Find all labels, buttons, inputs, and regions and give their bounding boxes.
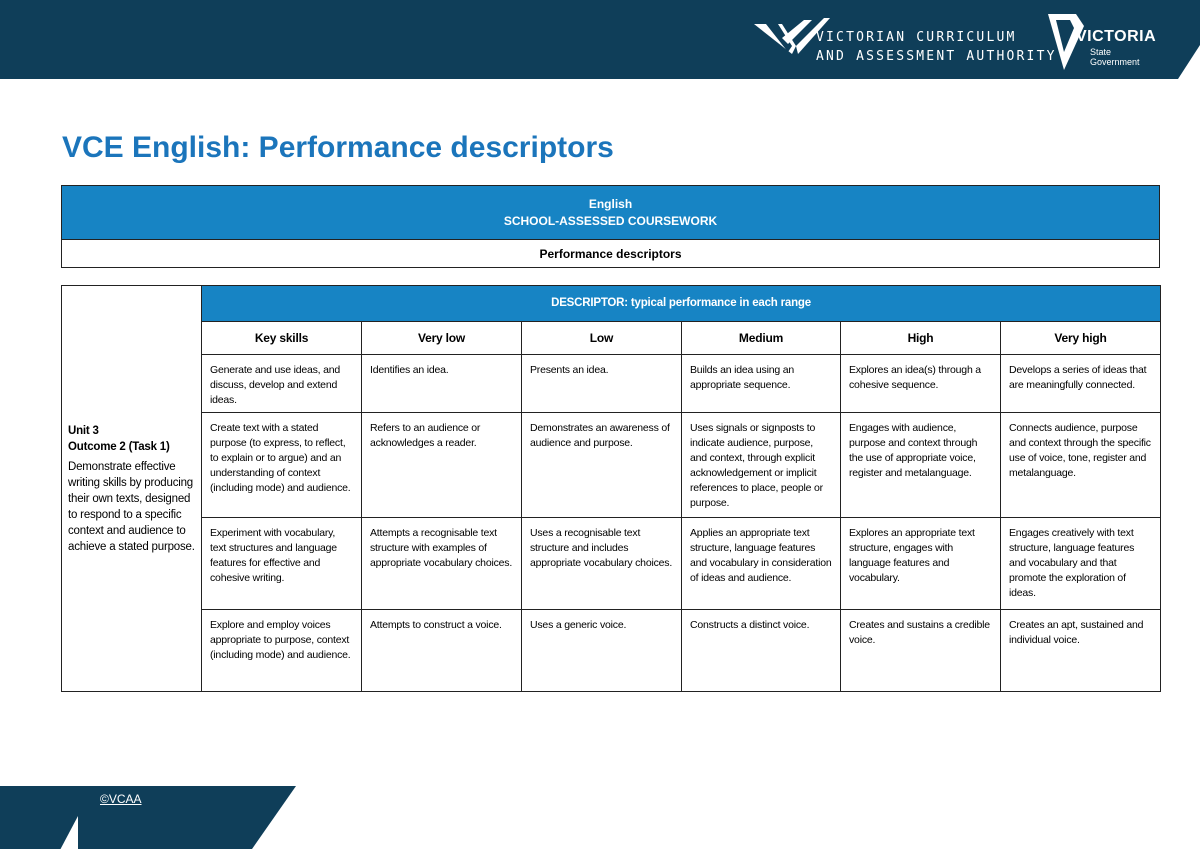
- footer-band: [0, 786, 296, 849]
- unit-outcome-cell: [62, 286, 202, 692]
- very-high-cell: Develops a series of ideas that are meaningfully connected.: [1001, 355, 1161, 413]
- coursework-label: SCHOOL-ASSESSED COURSEWORK: [503, 213, 718, 228]
- vcaa-name-line2: AND ASSESSMENT AUTHORITY: [816, 49, 1057, 64]
- low-cell: Demonstrates an awareness of audience and purpose.: [522, 413, 682, 518]
- page-title: VCE English: Performance descriptors: [62, 131, 614, 164]
- very-high-cell: Creates an apt, sustained and individual voice.: [1001, 610, 1161, 692]
- table-row: [62, 413, 1161, 518]
- footer-slash-decoration: [60, 816, 78, 849]
- rubric-table: [61, 285, 1161, 692]
- key-skill-cell: Generate and use ideas, and discuss, develop and extend ideas.: [202, 355, 362, 413]
- low-cell: Uses a generic voice.: [522, 610, 682, 692]
- footer: [0, 786, 1200, 849]
- corner-notch: [1178, 45, 1200, 79]
- medium-cell: Constructs a distinct voice.: [682, 610, 841, 692]
- top-banner: [0, 0, 1200, 79]
- victoria-wordmark: VICTORIA: [1076, 28, 1157, 45]
- column-header-low: Low: [522, 322, 682, 355]
- column-header-medium: Medium: [682, 322, 841, 355]
- state-government-label: [1090, 47, 1140, 67]
- column-header-very-high: Very high: [1001, 322, 1161, 355]
- table-row: [62, 518, 1161, 610]
- key-skill-cell: Create text with a stated purpose (to express, to reflect, to explain or to argue) and an understanding of context (including mode) and audience.: [202, 413, 362, 518]
- medium-cell: Applies an appropriate text structure, language features and vocabulary in consideration of ideas and audience.: [682, 518, 841, 610]
- outcome-label: Outcome 2 (Task 1): [68, 440, 170, 453]
- column-header-high: High: [841, 322, 1001, 355]
- key-skill-cell: Explore and employ voices appropriate to purpose, context (including mode) and audience.: [202, 610, 362, 692]
- descriptor-heading-row: [62, 286, 1161, 322]
- very-low-cell: Identifies an idea.: [362, 355, 522, 413]
- low-cell: Presents an idea.: [522, 355, 682, 413]
- descriptor-heading: DESCRIPTOR: typical performance in each range: [202, 286, 1161, 322]
- table-row: [62, 610, 1161, 692]
- high-cell: Explores an idea(s) through a cohesive sequence.: [841, 355, 1001, 413]
- very-high-cell: Connects audience, purpose and context through the specific use of voice, tone, register and metalanguage.: [1001, 413, 1161, 518]
- medium-cell: Uses signals or signposts to indicate audience, purpose, and context, through explicit acknowledgement or implicit references to place, people or purpose.: [682, 413, 841, 518]
- state-label: State: [1090, 47, 1112, 57]
- coursework-header-table: [61, 185, 1160, 268]
- very-low-cell: Refers to an audience or acknowledges a reader.: [362, 413, 522, 518]
- low-cell: Uses a recognisable text structure and includes appropriate vocabulary choices.: [522, 518, 682, 610]
- table-row: [62, 355, 1161, 413]
- copyright-link[interactable]: ©VCAA: [100, 792, 142, 806]
- column-header-very-low: Very low: [362, 322, 522, 355]
- very-low-cell: Attempts a recognisable text structure with examples of appropriate vocabulary choices.: [362, 518, 522, 610]
- column-header-key-skills: Key skills: [202, 322, 362, 355]
- high-cell: Explores an appropriate text structure, engages with language features and vocabulary.: [841, 518, 1001, 610]
- subject-label: English: [588, 196, 633, 211]
- medium-cell: Builds an idea using an appropriate sequence.: [682, 355, 841, 413]
- performance-descriptors-label: Performance descriptors: [62, 240, 1160, 268]
- unit-label: Unit 3: [68, 424, 99, 437]
- high-cell: Creates and sustains a credible voice.: [841, 610, 1001, 692]
- coursework-banner: [62, 186, 1160, 240]
- very-low-cell: Attempts to construct a voice.: [362, 610, 522, 692]
- key-skill-cell: Experiment with vocabulary, text structures and language features for effective and cohesive writing.: [202, 518, 362, 610]
- government-label: Government: [1090, 57, 1140, 67]
- vcaa-name-line1: VICTORIAN CURRICULUM: [816, 30, 1017, 45]
- very-high-cell: Engages creatively with text structure, language features and vocabulary and that promote the exploration of ideas.: [1001, 518, 1161, 610]
- outcome-text: Demonstrate effective writing skills by producing their own texts, designed to respond to a specific context and audience to achieve a stated purpose.: [68, 460, 195, 553]
- column-header-row: [62, 322, 1161, 355]
- vcaa-name: [816, 28, 1057, 66]
- high-cell: Engages with audience, purpose and context through the use of appropriate voice, register and metalanguage.: [841, 413, 1001, 518]
